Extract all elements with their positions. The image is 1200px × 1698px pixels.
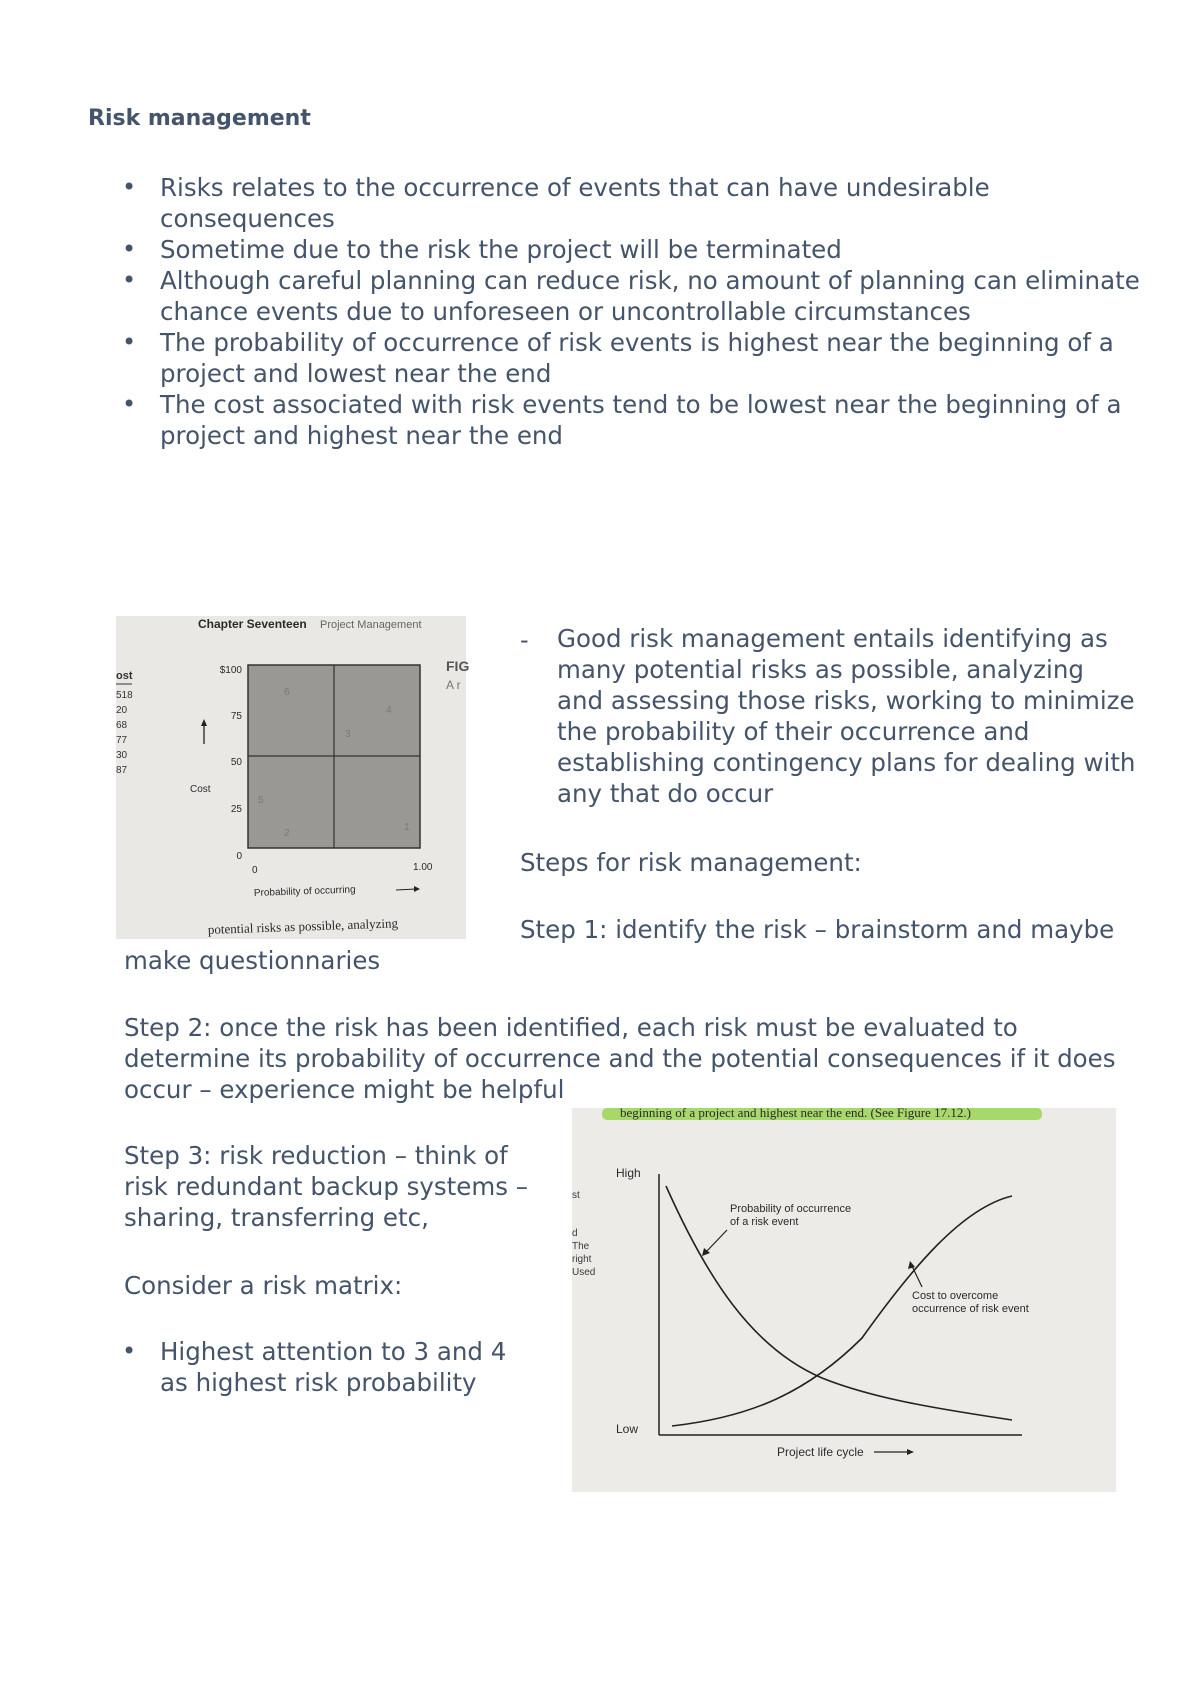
cell-number: 2 [284, 828, 290, 839]
list-item: • Although careful planning can reduce risk, no amount of planning can eliminate chance events due to unforeseen or uncontrollable circumstances [120, 265, 1140, 327]
margin-fragment: d [572, 1228, 578, 1239]
cell-number: 4 [386, 705, 392, 716]
page-title: Risk management [88, 106, 311, 131]
risk-matrix-photo [116, 616, 470, 939]
low-label: Low [616, 1422, 639, 1436]
life-cycle-figure [572, 1105, 1116, 1492]
intro-bullet-list [120, 172, 1140, 451]
step2-text: Step 2: once the risk has been identified, each risk must be evaluated to determine its probability of occurrence and the potential consequences if it does occur – experience might be helpful [124, 1013, 1116, 1104]
steps-heading: Steps for risk management: [520, 848, 862, 877]
margin-fragment: st [572, 1190, 580, 1201]
margin-number: 77 [116, 735, 128, 746]
dash-marker: - [520, 626, 529, 654]
list-item: • Sometime due to the risk the project will be terminated [120, 234, 1140, 265]
margin-number: 20 [116, 705, 128, 716]
list-item: • The cost associated with risk events tend to be lowest near the beginning of a project and highest near the end [120, 389, 1140, 451]
figure-label: FIG [446, 658, 470, 674]
high-label: High [616, 1166, 641, 1180]
x-tick: 1.00 [413, 862, 433, 873]
margin-header: ost [116, 670, 133, 682]
list-item: • Highest attention to 3 and 4 as highest risk probability [120, 1336, 540, 1398]
x-tick: 0 [252, 865, 258, 876]
y-tick: 50 [230, 757, 242, 768]
y-axis-label: Cost [190, 784, 211, 795]
curve2-label: occurrence of risk event [912, 1303, 1029, 1315]
y-tick: $100 [219, 665, 242, 676]
matrix-bullet-list [120, 1336, 540, 1398]
x-axis-label: Project life cycle [777, 1445, 864, 1459]
figure-sublabel: A r [446, 678, 461, 692]
margin-fragment: The [572, 1241, 590, 1252]
margin-number: 518 [116, 690, 133, 701]
margin-fragment: right [572, 1254, 592, 1265]
curve1-label: of a risk event [730, 1216, 799, 1228]
chapter-subtitle: Project Management [320, 619, 422, 631]
step1-continuation: make questionnaries [124, 946, 381, 975]
margin-number: 68 [116, 720, 128, 731]
risk-matrix-figure [116, 616, 470, 939]
consider-text: Consider a risk matrix: [124, 1271, 403, 1300]
x-axis-label: Probability of occurring [253, 884, 356, 899]
photo-top-text: beginning of a project and highest near the end. (See Figure 17.12.) [620, 1105, 971, 1120]
step1-text: Step 1: identify the risk – brainstorm and maybe [520, 915, 1115, 944]
cell-number: 3 [345, 729, 351, 740]
chapter-title: Chapter Seventeen [198, 617, 307, 631]
cell-number: 5 [258, 795, 264, 806]
step3-text: Step 3: risk reduction – think of risk redundant backup systems – sharing, transferring etc, [124, 1141, 529, 1232]
good-risk-paragraph: Good risk management entails identifying as many potential risks as possible, analyzing and assessing those risks, working to minimize the probability of their occurrence and establishing contingency plans for dealing with any that do occur [557, 624, 1136, 808]
list-item: • Risks relates to the occurrence of events that can have undesirable consequences [120, 172, 1140, 234]
y-tick: 25 [230, 804, 242, 815]
margin-fragment: Used [572, 1267, 596, 1278]
margin-number: 30 [116, 750, 128, 761]
cell-number: 6 [284, 687, 290, 698]
list-item: • The probability of occurrence of risk events is highest near the beginning of a project and lowest near the end [120, 327, 1140, 389]
curve2-label: Cost to overcome [912, 1290, 999, 1302]
life-cycle-photo [572, 1105, 1116, 1492]
photo-bottom-text: potential risks as possible, analyzing [207, 915, 399, 937]
y-tick: 0 [236, 851, 242, 862]
curve1-label: Probability of occurrence [730, 1203, 852, 1215]
y-tick: 75 [230, 711, 242, 722]
cell-number: 1 [404, 822, 410, 833]
margin-number: 87 [116, 765, 128, 776]
